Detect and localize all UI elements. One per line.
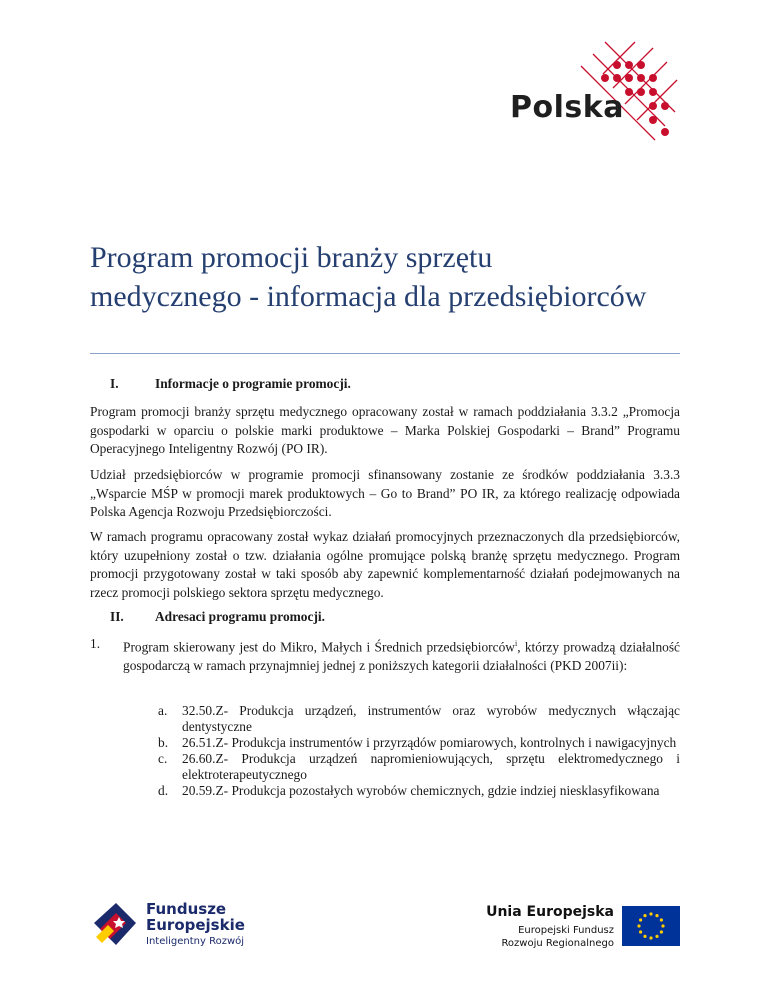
sub-list — [158, 703, 680, 799]
title-divider — [90, 353, 680, 354]
document-title: Program promocji branży sprzętu medycznego - informacja dla przedsiębiorców — [90, 241, 647, 313]
sub-list-marker: a. — [158, 703, 168, 718]
list-item-text: Program skierowany jest do Mikro, Małych i Średnich przedsiębiorców$^i$, którzy prowadzą działalność gospodarczą w ramach przynajmniej jednej z poniższych kategorii działalności (PKD 2007ii): — [123, 639, 680, 673]
sub-list-text: 20.59.Z- Produkcja pozostałych wyrobów chemicznych, gdzie indziej niesklasyfikowana — [182, 783, 660, 798]
eu-line-3: Rozwoju Regionalnego — [501, 938, 614, 949]
paragraph: W ramach programu opracowany został wykaz działań promocyjnych przeznaczonych dla przedsiębiorców, który uzupełniony został o tzw. działania ogólne promujące polską branżę sprzętu medycznego. Program promocji przygotowany został w taki sposób aby zapewnić komplementarność działań podejmowanych na rzecz promocji polskiego sektora sprzętu medycznego. — [90, 529, 680, 600]
paragraph: Program promocji branży sprzętu medycznego opracowany został w ramach poddziałania 3.3.2 „Promocja gospodarki w oparciu o polskie marki produktowe – Marka Polskiej Gospodarki – Brand” Programu Operacyjnego Inteligentny Rozwój (PO IR). — [90, 404, 680, 456]
sub-list-marker: d. — [158, 783, 169, 798]
sub-list-item — [158, 735, 680, 751]
sub-list-item — [158, 703, 680, 735]
sub-list-marker: c. — [158, 751, 168, 766]
sub-list-item — [158, 751, 680, 783]
fe-line-1: Fundusze — [146, 900, 227, 918]
fe-line-3: Inteligentny Rozwój — [146, 936, 245, 947]
section-title: Adresaci programu promocji. — [155, 609, 325, 624]
sub-list-marker: b. — [158, 735, 169, 750]
sub-list-item — [158, 783, 680, 799]
section-heading-2 — [90, 609, 325, 625]
sub-list-text: 32.50.Z- Produkcja urządzeń, instrumentów oraz wyrobów medycznych włączając dentystyczne — [182, 703, 680, 734]
eu-flag-icon — [622, 906, 680, 946]
footnote-marker[interactable]: i — [514, 639, 518, 648]
numbered-list-item — [90, 635, 680, 675]
fe-flag-icon — [92, 893, 138, 953]
fe-line-2: Europejskie — [146, 916, 245, 934]
sub-list-text: 26.51.Z- Produkcja instrumentów i przyrządów pomiarowych, kontrolnych i nawigacyjnych — [182, 735, 677, 750]
paragraph: Udział przedsiębiorców w programie promocji sfinansowany zostanie ze środków poddziałania 3.3.3 „Wsparcie MŚP w promocji marek produktowych – Go to Brand” PO IR, za którego realizację odpowiada Polska Agencja Rozwoju Przedsiębiorczości. — [90, 467, 680, 519]
sub-list-text: 26.60.Z- Produkcja urządzeń napromieniowujących, sprzętu elektromedycznego i elektroterapeutycznego — [182, 751, 680, 782]
eu-line-2: Europejski Fundusz — [518, 925, 614, 936]
polska-logo-text: Polska — [510, 90, 624, 125]
section-number: II. — [110, 609, 124, 624]
section-heading-1 — [90, 376, 351, 392]
section-title: Informacje o programie promocji. — [155, 376, 351, 391]
fundusze-europejskie-logo — [92, 893, 272, 953]
eu-line-1: Unia Europejska — [486, 904, 614, 920]
list-marker: 1. — [90, 636, 101, 651]
unia-europejska-logo — [480, 900, 680, 960]
section-number: I. — [110, 376, 119, 391]
